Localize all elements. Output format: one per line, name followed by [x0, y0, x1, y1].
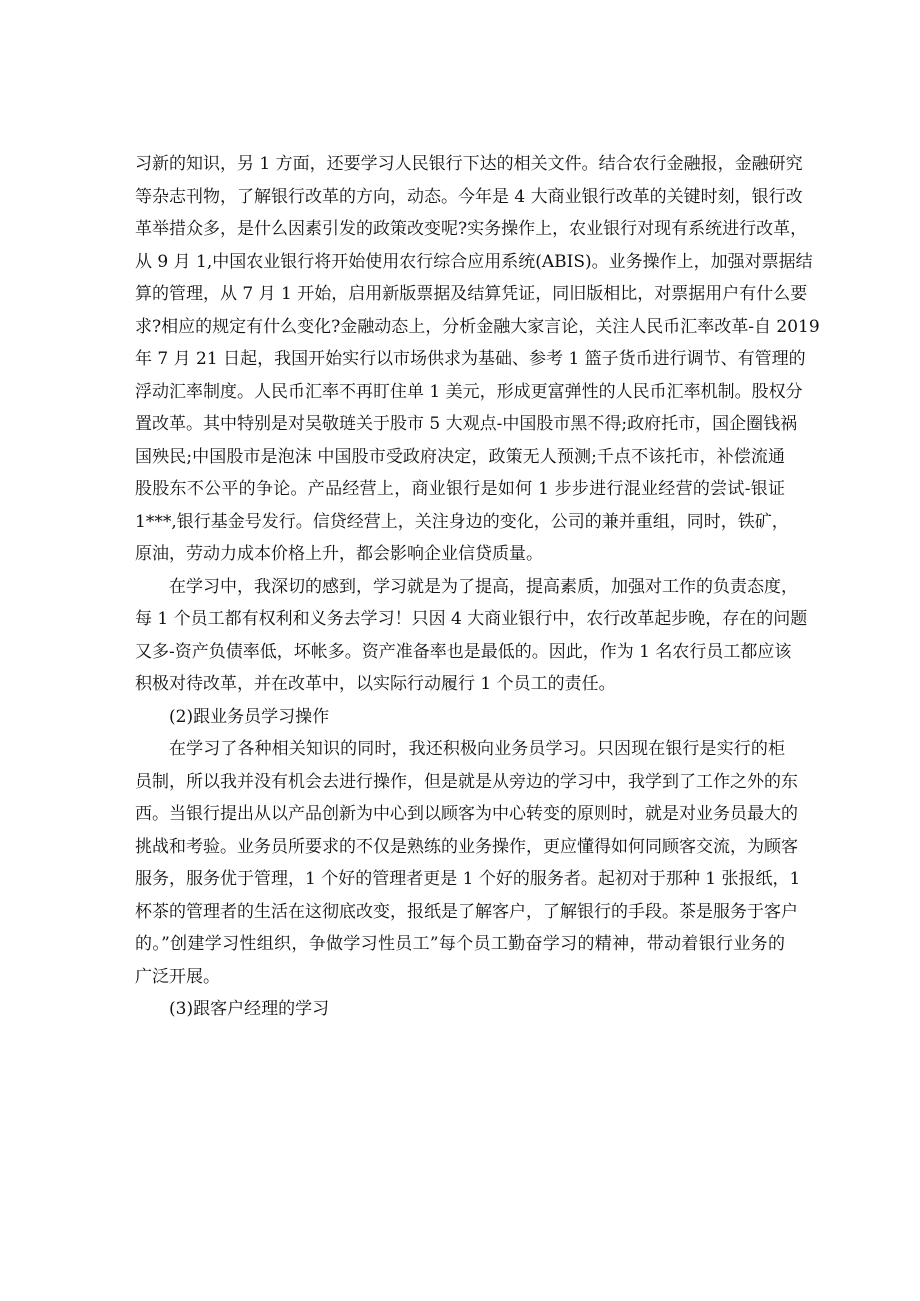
text-line: 股股东不公平的争论。产品经营上，商业银行是如何 1 步步进行混业经营的尝试-银证: [135, 479, 785, 499]
section-heading-2: [135, 701, 785, 734]
text-line: 原油，劳动力成本价格上升，都会影响企业信贷质量。: [135, 544, 543, 564]
document-body: [135, 148, 820, 1026]
text-line: 广泛开展。: [135, 966, 220, 987]
text-line: 等杂志刊物，了解银行改革的方向，动态。今年是 4 大商业银行改革的关键时刻，银行改: [135, 186, 803, 207]
text-line: 西。当银行提出从以产品创新为中心到以顾客为中心转变的原则时，就是对业务员最大的: [135, 804, 798, 824]
text-line: 又多-资产负债率低，坏帐多。资产准备率也是最低的。因此，作为 1 名农行员工都应该: [135, 641, 792, 662]
text-line: 服务，服务优于管理，1 个好的管理者更是 1 个好的服务者。起初对于那种 1 张报纸，1: [135, 869, 801, 889]
text-line: 员制，所以我并没有机会去进行操作，但是就是从旁边的学习中，我学到了工作之外的东: [135, 771, 798, 792]
text-line: 在学习了各种相关知识的同时，我还积极向业务员学习。只因现在银行是实行的柜: [169, 739, 785, 759]
text-line: 习新的知识，另 1 方面，还要学习人民银行下达的相关文件。结合农行金融报，金融研究: [135, 154, 803, 174]
paragraph-operations: [135, 733, 801, 993]
text-line: 1***,银行基金号发行。信贷经营上，关注身边的变化，公司的兼并重组，同时，铁矿，: [135, 511, 789, 532]
text-line: 杯茶的管理者的生活在这彻底改变，报纸是了解客户，了解银行的手段。茶是服务于客户: [135, 901, 798, 922]
text-line: 挑战和考验。业务员所要求的不仅是熟练的业务操作，更应懂得如何同顾客交流，为顾客: [135, 836, 798, 857]
section-heading: (2)跟业务员学习操作: [169, 706, 330, 727]
section-heading: (3)跟客户经理的学习: [169, 999, 330, 1019]
text-line: 从 9 月 1,中国农业银行将开始使用农行综合应用系统(ABIS)。业务操作上，加强对票据结: [135, 251, 813, 272]
section-heading-3: [135, 993, 785, 1026]
paragraph-reform-study: [135, 148, 820, 571]
text-line: 在学习中，我深切的感到，学习就是为了提高，提高素质，加强对工作的负责态度，: [169, 576, 798, 597]
text-line: 国殃民;中国股市是泡沫 中国股市受政府决定，政策无人预测;千点不该托市，补偿流通: [135, 446, 785, 467]
text-line: 的。”创建学习性组织，争做学习性员工”每个员工勤奋学习的精神，带动着银行业务的: [135, 934, 785, 954]
text-line: 积极对待改革，并在改革中，以实际行动履行 1 个员工的责任。: [135, 674, 616, 694]
text-line: 求?相应的规定有什么变化?金融动态上，分析金融大家言论，关注人民币汇率改革-自 2019: [135, 316, 820, 337]
text-line: 年 7 月 21 日起，我国开始实行以市场供求为基础、参考 1 篮子货币进行调节、有管理的: [135, 349, 806, 369]
text-line: 浮动汇率制度。人民币汇率不再盯住单 1 美元，形成更富弹性的人民币汇率机制。股权分: [135, 381, 803, 402]
text-line: 每 1 个员工都有权利和义务去学习！只因 4 大商业银行中，农行改革起步晚，存在的问题: [135, 609, 808, 629]
text-line: 算的管理，从 7 月 1 开始，启用新版票据及结算凭证，同旧版相比，对票据用户有什么要: [135, 284, 808, 304]
paragraph-learning-feeling: [135, 571, 808, 701]
text-line: 置改革。其中特别是对吴敬琏关于股市 5 大观点-中国股市黑不得;政府托市，国企圈钱祸: [135, 414, 798, 434]
text-line: 革举措众多，是什么因素引发的政策改变呢?实务操作上，农业银行对现有系统进行改革，: [135, 219, 808, 239]
